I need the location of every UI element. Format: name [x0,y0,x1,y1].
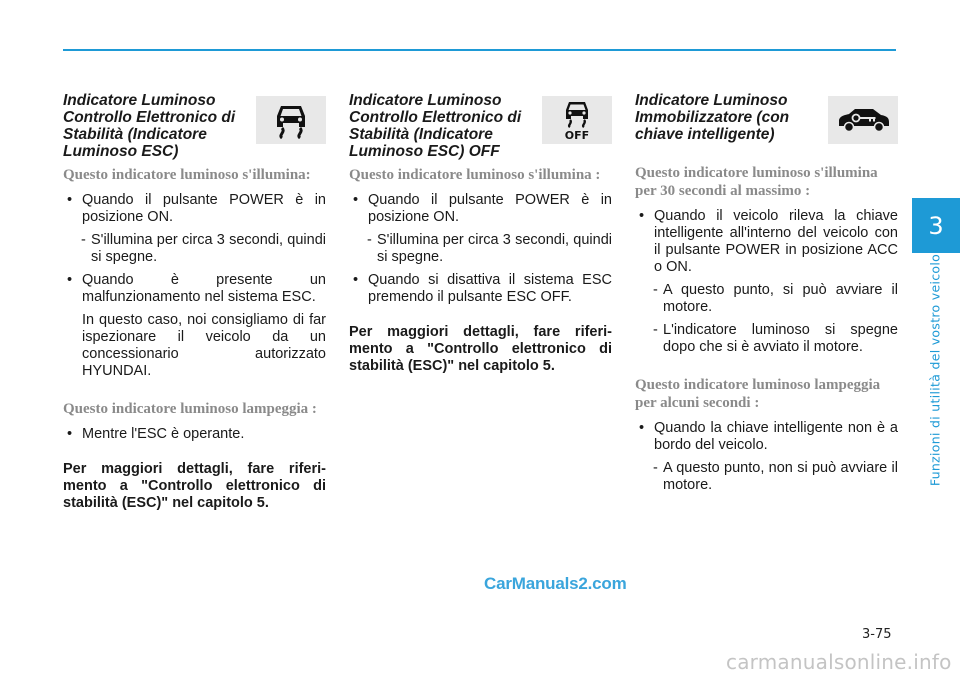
sub-list-item: - A questo punto, non si può avviare il motore. [653,460,898,493]
esc-icon [256,96,326,144]
section-title: Indicatore Luminoso Immobilizzatore (con chiave intelligente) [635,92,790,143]
list-item: • Quando la chiave intelligente non è a bordo del veicolo. [635,420,898,454]
subheading: Questo indicatore luminoso s'illumina: [63,167,311,183]
sub-list-item: - S'illumina per circa 3 secondi, quindi si spegne. [367,232,612,265]
reference-note: Per maggiori dettagli, fare riferi-mento a "Controllo elettronico di stabilità (ESC)" nel capitolo 5. [349,324,612,374]
footer-watermark: carmanualsonline.info [726,650,952,674]
list-item: • Quando si disattiva il sistema ESC premendo il pulsante ESC OFF. [349,272,612,306]
sub-list-text: S'illumina per circa 3 secondi, quindi si spegne. [377,232,612,265]
sub-list-text: L'indicatore luminoso si spegne dopo che si è avviato il motore. [663,322,898,355]
chapter-caption: Funzioni di utilità del vostro veicolo [927,253,943,487]
paragraph: In questo caso, noi consigliamo di far ispezionare il veicolo da un concessionario autorizzato HYUNDAI. [82,312,326,379]
list-item: • Quando è presente un malfunzionamento nel sistema ESC. [63,272,326,306]
reference-note: Per maggiori dettagli, fare riferi-mento a "Controllo elettronico di stabilità (ESC)" nel capitolo 5. [63,461,326,511]
section-esc [63,92,326,512]
subheading: Questo indicatore luminoso s'illumina : [349,167,601,183]
section-immobilizer [635,92,898,500]
sub-list-text: A questo punto, non si può avviare il motore. [663,460,898,493]
section-title: Indicatore Luminoso Controllo Elettronico di Stabilità (Indicatore Luminoso ESC) OFF [349,92,522,160]
list-item: • Quando il pulsante POWER è in posizione ON. [349,192,612,226]
chapter-tab [912,198,960,253]
section-header [63,92,326,160]
header-rule [63,49,896,51]
list-item: • Mentre l'ESC è operante. [63,426,326,443]
immobilizer-icon [828,96,898,144]
section-header [635,92,898,158]
sub-list-item: - S'illumina per circa 3 secondi, quindi si spegne. [81,232,326,265]
section-header [349,92,612,160]
watermark: CarManuals2.com [484,574,627,593]
subheading: Questo indicatore luminoso lampeggia : [63,401,317,417]
sub-list-text: A questo punto, si può avviare il motore. [663,282,898,315]
list-item: • Quando il pulsante POWER è in posizione ON. [63,192,326,226]
esc-off-icon [542,96,612,144]
section-esc-off [349,92,612,375]
list-item: • Quando il veicolo rileva la chiave intelligente all'interno del veicolo con il pulsante POWER in posizione ACC o ON. [635,208,898,276]
section-title: Indicatore Luminoso Controllo Elettronico di Stabilità (Indicatore Luminoso ESC) [63,92,236,160]
sub-list-text: S'illumina per circa 3 secondi, quindi si spegne. [91,232,326,265]
page-number: 3-75 [862,627,892,642]
chapter-number: 3 [928,211,944,240]
sub-list-item: - A questo punto, si può avviare il motore. [653,282,898,315]
sub-list-item: - L'indicatore luminoso si spegne dopo che si è avviato il motore. [653,322,898,355]
esc-off-icon-label: OFF [564,129,590,140]
subheading: Questo indicatore luminoso lampeggia per alcuni secondi : [635,377,881,411]
subheading: Questo indicatore luminoso s'illumina per 30 secondi al massimo : [635,165,878,199]
